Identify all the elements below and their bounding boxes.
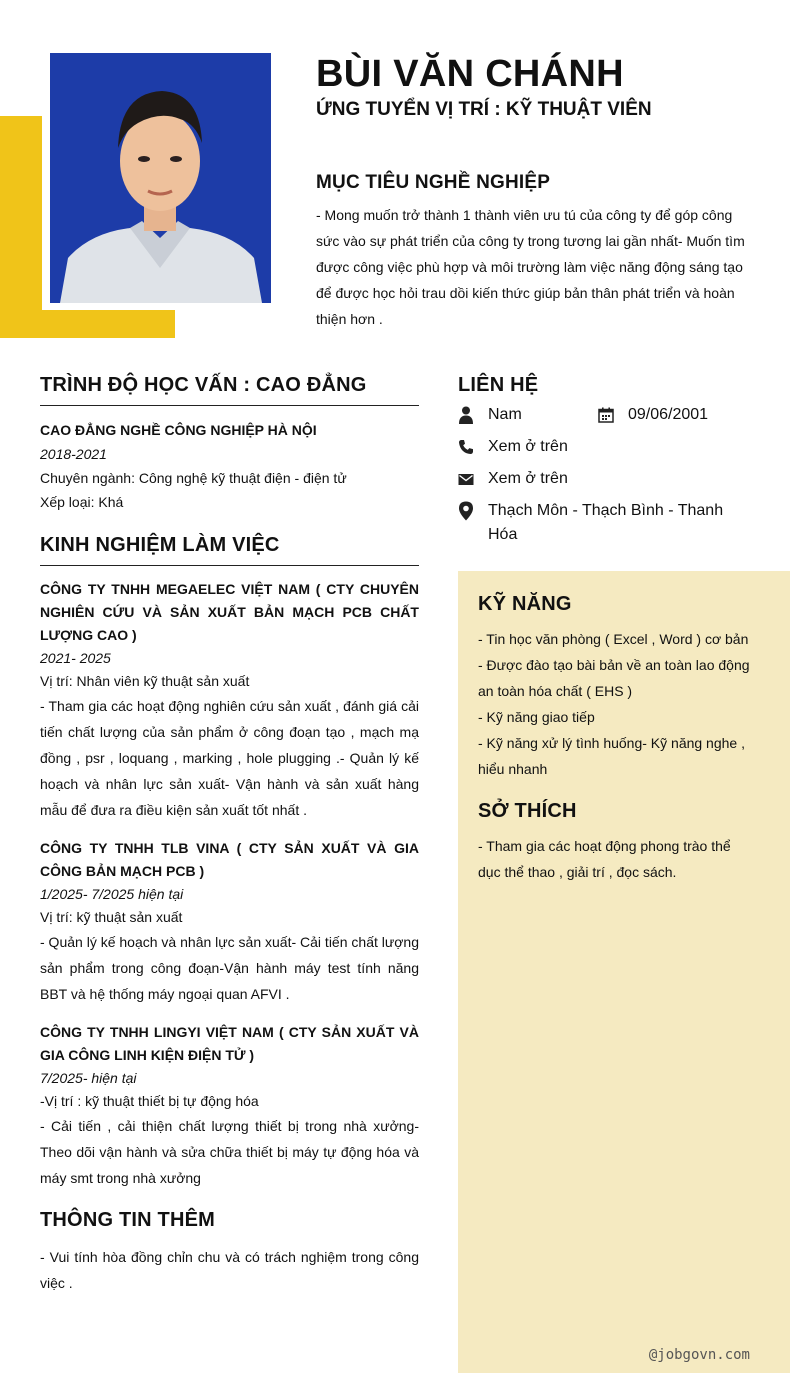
decor-yellow-bar-bottom	[0, 310, 175, 338]
job-description: - Quản lý kế hoạch và nhân lực sản xuất- Cải tiến chất lượng sản phẩm trong công đoạn-Vận hành máy test tính năng BBT và hệ thống máy ngoại quan AFVI .	[40, 934, 419, 1002]
skill-item: - Kỹ năng xử lý tình huống- Kỹ năng nghe , hiểu nhanh	[478, 735, 745, 777]
email-icon	[458, 467, 488, 491]
job-company: CÔNG TY TNHH MEGAELEC VIỆT NAM ( CTY CHUYÊN NGHIÊN CỨU VÀ SẢN XUẤT BẢN MẠCH PCB CHẤT LƯỢNG CAO )	[40, 581, 419, 643]
additional-info-text: - Vui tính hòa đồng chỉn chu và có trách nghiệm trong công việc .	[40, 1249, 419, 1291]
location-pin-icon	[458, 499, 488, 523]
contact-title: LIÊN HỆ	[458, 374, 539, 396]
skills-title: KỸ NĂNG	[478, 593, 572, 615]
objective-title: MỤC TIÊU NGHỀ NGHIỆP	[316, 172, 551, 193]
job-entry	[40, 837, 419, 1007]
hobbies-text: - Tham gia các hoạt động phong trào thể dục thể thao , giải trí , đọc sách.	[478, 838, 731, 880]
left-column	[40, 374, 419, 1296]
phone-icon	[458, 435, 488, 459]
calendar-icon	[598, 403, 628, 427]
additional-info-title: THÔNG TIN THÊM	[40, 1209, 216, 1231]
job-description: - Cải tiến , cải thiện chất lượng thiết bị trong nhà xưởng- Theo dõi vận hành và sửa chữa thiết bị máy tự động hóa và máy smt trong nhà xưởng	[40, 1118, 419, 1186]
applied-position: ỨNG TUYỂN VỊ TRÍ : KỸ THUẬT VIÊN	[316, 99, 652, 120]
job-role: Vị trí: kỹ thuật sản xuất	[40, 909, 183, 925]
contact-phone-row	[458, 435, 748, 459]
career-objective-section	[316, 172, 748, 332]
objective-text: - Mong muốn trở thành 1 thành viên ưu tú của công ty để góp công sức vào sự phát triển của công ty trong tương lai gần nhất- Muốn tìm được công việc phù hợp và môi trường làm việc năng động sáng tạo để được học hỏi trau dồi kiến thức giúp bản thân phát triển và hoàn thiện hơn .	[316, 207, 745, 327]
contact-section	[458, 374, 748, 555]
candidate-name: BÙI VĂN CHÁNH	[316, 53, 624, 95]
job-entry	[40, 1021, 419, 1191]
person-icon	[458, 403, 488, 427]
hobbies-title: SỞ THÍCH	[478, 800, 577, 822]
job-role: Vị trí: Nhân viên kỹ thuật sản xuất	[40, 673, 250, 689]
job-company: CÔNG TY TNHH LINGYI VIỆT NAM ( CTY SẢN XUẤT VÀ GIA CÔNG LINH KIỆN ĐIỆN TỬ )	[40, 1024, 419, 1063]
job-period: 7/2025- hiện tại	[40, 1070, 137, 1086]
contact-phone: Xem ở trên	[488, 438, 568, 455]
education-grade: Xếp loại: Khá	[40, 494, 124, 510]
resume-header	[316, 52, 756, 121]
contact-gender-dob-row	[458, 403, 748, 427]
job-description: - Tham gia các hoạt động nghiên cứu sản xuất , đánh giá cải tiến chất lượng của sản phẩm ở công đoạn tạo , mạch mạ đồng , psr , loquang , marking , hole plugging .- Quản lý kế hoạch và nhân lực sản xuất- Vận hành và sản xuất hàng mẫu để đưa ra điều kiện sản xuất tốt nhất .	[40, 698, 419, 818]
education-years: 2018-2021	[40, 446, 107, 462]
contact-address-row	[458, 499, 748, 547]
education-major: Chuyên ngành: Công nghệ kỹ thuật điện - điện tử	[40, 470, 347, 486]
education-entry	[40, 418, 419, 514]
profile-photo	[50, 53, 271, 303]
school-name: CAO ĐẲNG NGHỀ CÔNG NGHIỆP HÀ NỘI	[40, 422, 317, 438]
contact-dob: 09/06/2001	[628, 406, 709, 423]
skill-item: - Kỹ năng giao tiếp	[478, 709, 595, 725]
decor-yellow-bar	[0, 116, 42, 338]
contact-email: Xem ở trên	[488, 470, 568, 487]
experience-title: KINH NGHIỆM LÀM VIỆC	[40, 534, 419, 566]
education-title: TRÌNH ĐỘ HỌC VẤN : CAO ĐẲNG	[40, 374, 419, 406]
contact-email-row	[458, 467, 748, 491]
job-entry	[40, 578, 419, 823]
contact-gender: Nam	[488, 406, 522, 423]
skills-hobbies-panel	[458, 571, 790, 1373]
job-role: -Vị trí : kỹ thuật thiết bị tự động hóa	[40, 1093, 259, 1109]
job-period: 1/2025- 7/2025 hiện tại	[40, 886, 184, 902]
skill-item: - Tin học văn phòng ( Excel , Word ) cơ bản - Được đào tạo bài bản về an toàn lao động an toàn hóa chất ( EHS )	[478, 631, 750, 699]
job-company: CÔNG TY TNHH TLB VINA ( CTY SẢN XUẤT VÀ GIA CÔNG BẢN MẠCH PCB )	[40, 840, 419, 879]
watermark: @jobgovn.com	[648, 1347, 750, 1363]
contact-address: Thạch Môn - Thạch Bình - Thanh Hóa	[488, 502, 724, 543]
job-period: 2021- 2025	[40, 650, 111, 666]
